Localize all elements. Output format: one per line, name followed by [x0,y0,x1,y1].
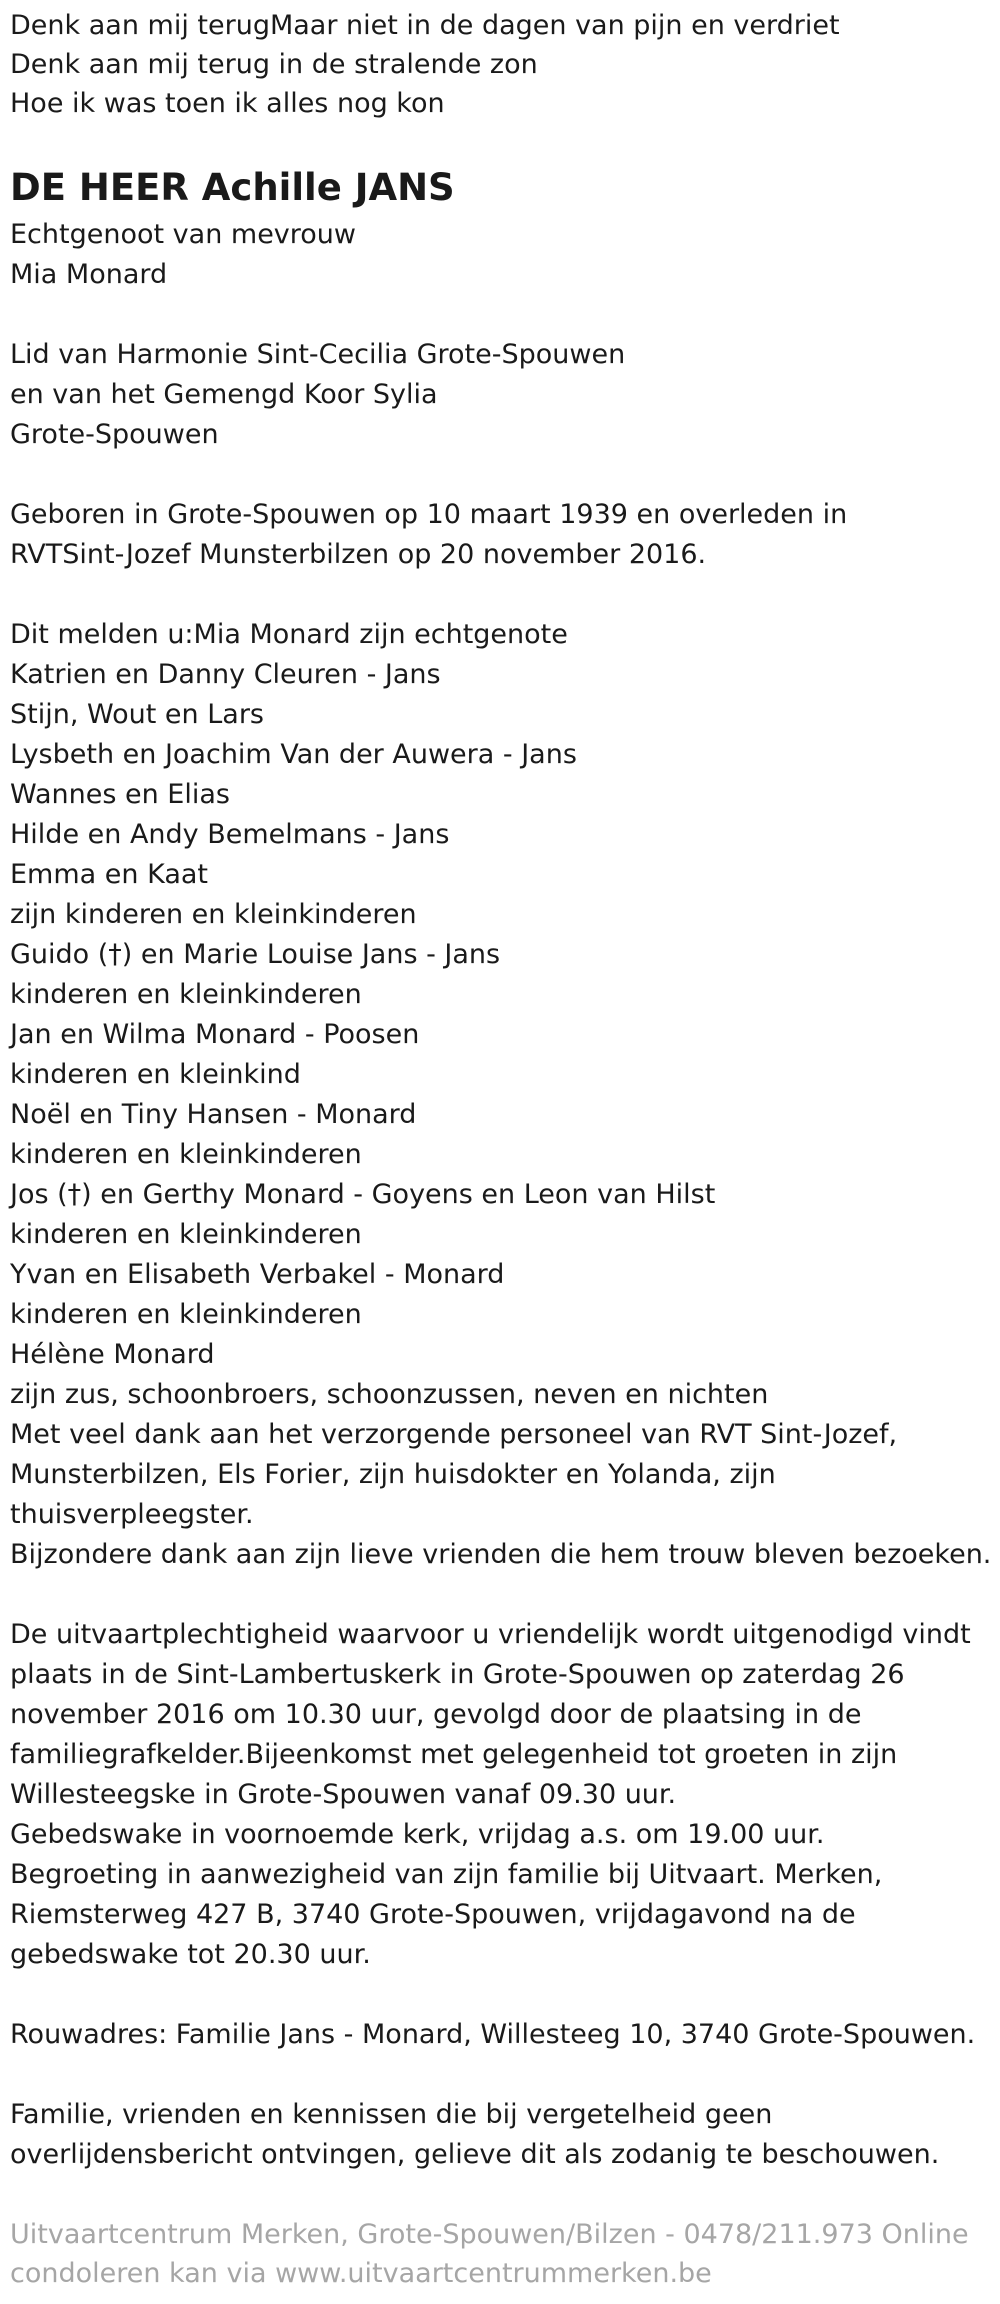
family-line: Met veel dank aan het verzorgende personeel van RVT Sint-Jozef, [10,1419,898,1450]
family-line: zijn kinderen en kleinkinderen [10,899,417,930]
family-block [10,615,990,1575]
deceased-block [10,163,990,295]
ceremony-block [10,1615,990,1975]
family-line: kinderen en kleinkinderen [10,1139,362,1170]
family-line: Guido (†) en Marie Louise Jans - Jans [10,939,501,970]
ceremony-line: november 2016 om 10.30 uur, gevolgd door de plaatsing in de [10,1699,862,1730]
family-line: Katrien en Danny Cleuren - Jans [10,659,441,690]
family-line: Bijzondere dank aan zijn lieve vrienden die hem trouw bleven bezoeken. [10,1539,992,1570]
ceremony-line: Riemsterweg 427 B, 3740 Grote-Spouwen, vrijdagavond na de [10,1899,856,1930]
family-line: Lysbeth en Joachim Van der Auwera - Jans [10,739,577,770]
poem-block [10,6,990,123]
deceased-name: DE HEER Achille JANS [10,166,455,209]
membership-line: Grote-Spouwen [10,419,219,450]
membership-line: Lid van Harmonie Sint-Cecilia Grote-Spouwen [10,339,626,370]
ceremony-line: Willesteegske in Grote-Spouwen vanaf 09.30 uur. [10,1779,677,1810]
family-line: Dit melden u:Mia Monard zijn echtgenote [10,619,568,650]
family-line: Stijn, Wout en Lars [10,699,264,730]
family-line: Munsterbilzen, Els Forier, zijn huisdokter en Yolanda, zijn [10,1459,776,1490]
membership-block [10,335,990,455]
spouse-line: Echtgenoot van mevrouw [10,219,357,250]
ceremony-line: gebedswake tot 20.30 uur. [10,1939,371,1970]
footer-line: condoleren kan via www.uitvaartcentrummerken.be [10,2258,712,2289]
family-line: Emma en Kaat [10,859,209,890]
poem-line: Hoe ik was toen ik alles nog kon [10,88,445,119]
notice-line: Familie, vrienden en kennissen die bij vergetelheid geen [10,2099,773,2130]
footer-block [10,2215,990,2293]
ceremony-line: Begroeting in aanwezigheid van zijn familie bij Uitvaart. Merken, [10,1859,883,1890]
family-line: Noël en Tiny Hansen - Monard [10,1099,417,1130]
ceremony-line: De uitvaartplechtigheid waarvoor u vriendelijk wordt uitgenodigd vindt [10,1619,971,1650]
family-line: Hélène Monard [10,1339,215,1370]
notice-block [10,2095,990,2175]
membership-line: en van het Gemengd Koor Sylia [10,379,438,410]
family-line: kinderen en kleinkinderen [10,979,362,1010]
birth-death-block [10,495,990,575]
notice-line: overlijdensbericht ontvingen, gelieve dit als zodanig te beschouwen. [10,2139,940,2170]
mourning-address-line: Rouwadres: Familie Jans - Monard, Willesteeg 10, 3740 Grote-Spouwen. [10,2019,976,2050]
poem-line: Denk aan mij terug in de stralende zon [10,49,538,80]
family-line: Hilde en Andy Bemelmans - Jans [10,819,450,850]
family-line: zijn zus, schoonbroers, schoonzussen, neven en nichten [10,1379,769,1410]
poem-line: Denk aan mij terugMaar niet in de dagen van pijn en verdriet [10,10,840,41]
ceremony-line: Gebedswake in voornoemde kerk, vrijdag a.s. om 19.00 uur. [10,1819,825,1850]
ceremony-line: familiegrafkelder.Bijeenkomst met gelegenheid tot groeten in zijn [10,1739,898,1770]
family-line: Wannes en Elias [10,779,230,810]
ceremony-line: plaats in de Sint-Lambertuskerk in Grote-Spouwen op zaterdag 26 [10,1659,905,1690]
family-line: Jos (†) en Gerthy Monard - Goyens en Leon van Hilst [10,1179,716,1210]
family-line: kinderen en kleinkind [10,1059,301,1090]
spouse-line: Mia Monard [10,259,168,290]
family-line: kinderen en kleinkinderen [10,1299,362,1330]
mourning-address-block [10,2015,990,2055]
family-line: kinderen en kleinkinderen [10,1219,362,1250]
footer-line: Uitvaartcentrum Merken, Grote-Spouwen/Bilzen - 0478/211.973 Online [10,2219,969,2250]
family-line: thuisverpleegster. [10,1499,254,1530]
birth-death-line: RVTSint-Jozef Munsterbilzen op 20 november 2016. [10,539,707,570]
family-line: Jan en Wilma Monard - Poosen [10,1019,420,1050]
birth-death-line: Geboren in Grote-Spouwen op 10 maart 1939 en overleden in [10,499,848,530]
family-line: Yvan en Elisabeth Verbakel - Monard [10,1259,505,1290]
